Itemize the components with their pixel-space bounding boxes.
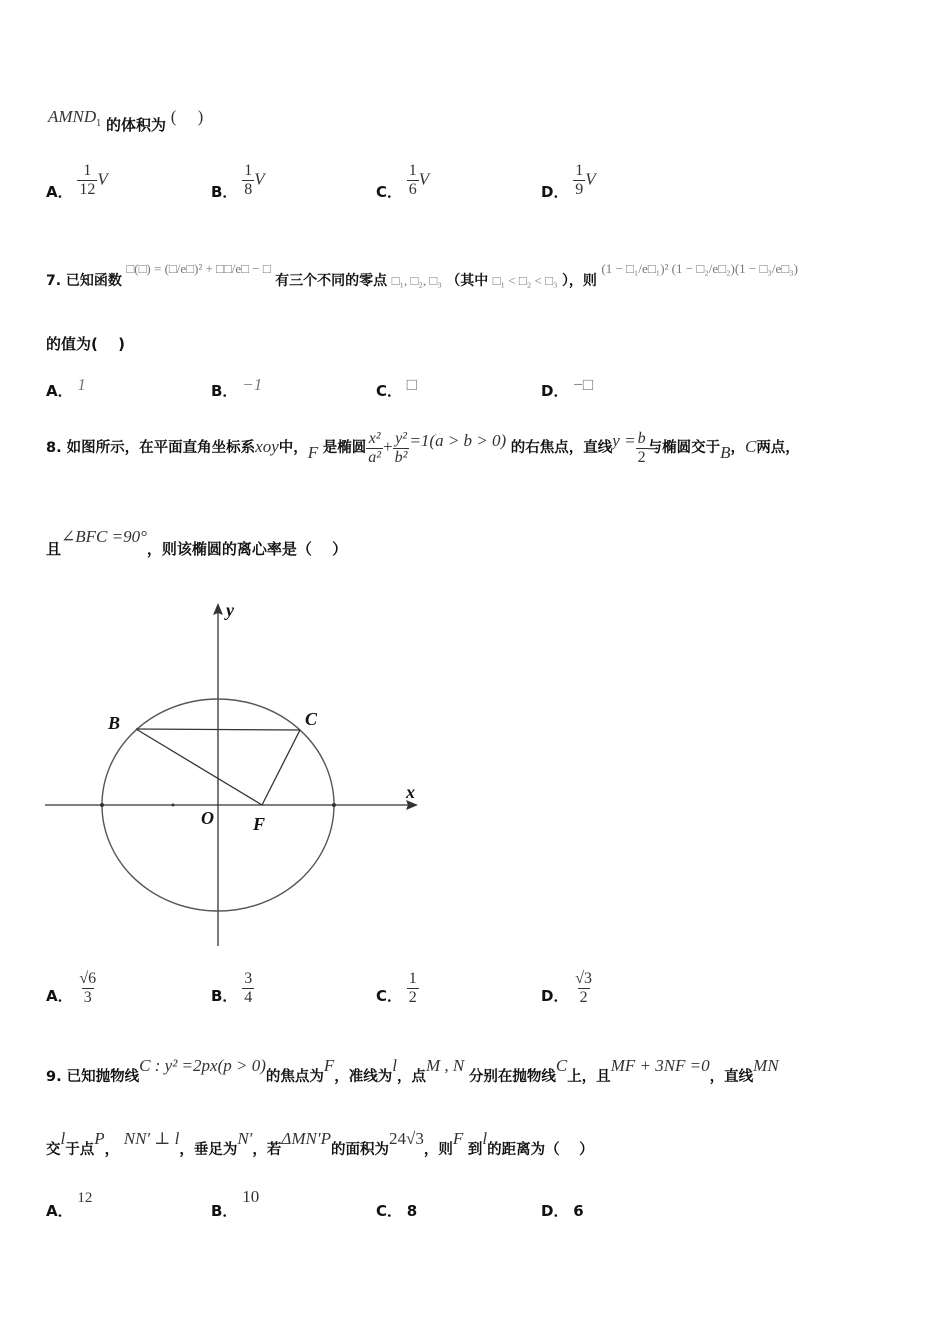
label-b: B <box>108 713 121 733</box>
option-letter: B． <box>211 986 238 1005</box>
q9-text-3: ，准线为 <box>334 1069 393 1085</box>
q6-option-d[interactable] <box>541 162 596 201</box>
segment-bf <box>136 729 262 805</box>
label-x: x <box>406 782 415 802</box>
fraction: $\frac{1}{8}$ <box>244 162 253 198</box>
q6-paren: ( ) <box>170 107 204 126</box>
option-letter: B． <box>211 182 238 201</box>
q6-stem <box>48 102 204 134</box>
chord-bc <box>136 729 300 730</box>
q8-text-4: 的右焦点，直线 <box>510 440 613 457</box>
option-letter: C． <box>376 182 403 201</box>
option-value: 8 <box>406 1202 418 1220</box>
q6-option-b[interactable] <box>211 162 265 201</box>
q7-function: □(□) = (□/e□)² + □□/e□ − □ <box>126 261 271 276</box>
q8-frac-x: $\frac{\text{x²}}{\text{a²}}$ <box>368 430 382 466</box>
q7-stem <box>46 258 798 289</box>
vertex-right-dot <box>332 803 336 807</box>
q9-text-2: 的焦点为 <box>265 1069 324 1085</box>
option-letter: C． <box>376 382 403 400</box>
q8-text-7: 且 <box>46 540 62 558</box>
label-f: F <box>253 814 266 834</box>
option-letter: A． <box>46 382 73 400</box>
segment-cf <box>262 730 300 805</box>
q8-stem-line2 <box>46 526 348 558</box>
vertex-left-dot <box>100 803 104 807</box>
q9-option-d[interactable] <box>541 1200 584 1221</box>
fraction: $\frac{1}{12}$ <box>79 162 96 198</box>
q8-option-d[interactable] <box>541 970 594 1006</box>
q8-angle: ∠BFC =90° <box>61 527 147 546</box>
q9-text-6: 上，且 <box>567 1069 611 1085</box>
label-o: O <box>201 808 214 828</box>
q8-text-3: 是椭圆 <box>322 440 367 457</box>
option-letter: C． <box>376 986 403 1005</box>
q8-option-c[interactable] <box>376 970 419 1006</box>
variable: V <box>97 169 108 189</box>
q9-directrix: l <box>392 1056 397 1075</box>
fraction: $\frac{1}{6}$ <box>408 162 417 198</box>
q7-condition: □₁ < □₂ < □₃ <box>492 273 558 288</box>
variable: V <box>418 169 430 189</box>
q7-cond-prefix: （其中 <box>446 273 489 289</box>
q9-directrix-3: l <box>482 1129 488 1148</box>
q8-option-a[interactable] <box>46 970 98 1006</box>
q7-option-d[interactable] <box>541 374 594 400</box>
q9-stem-line2 <box>46 1128 594 1158</box>
q9-text-12: ，若 <box>252 1142 282 1158</box>
q6-solid: AMND <box>48 107 97 126</box>
option-letter: A． <box>46 1202 73 1220</box>
fraction: $\frac{√6}{3}$ <box>79 970 97 1006</box>
q9-text-13: 的面积为 <box>331 1142 389 1158</box>
option-letter: D． <box>541 986 569 1005</box>
fraction: $\frac{3}{4}$ <box>244 970 253 1006</box>
q7-prefix: 7. 已知函数 <box>46 273 122 289</box>
variable: V <box>254 169 265 189</box>
option-value: −1 <box>242 375 263 394</box>
q6-solid-sub: 1 <box>96 118 102 129</box>
q9-curve: C <box>555 1056 568 1075</box>
q7-cond-suffix: ），则 <box>561 273 597 289</box>
label-y: y <box>226 600 234 620</box>
q9-text-14: ，则 <box>423 1142 453 1158</box>
q9-vector-eq: MF + 3NF =0 <box>610 1056 710 1075</box>
q9-text-16: 的距离为（ ） <box>487 1142 594 1158</box>
q8-point-b: B <box>720 443 731 463</box>
option-value: 12 <box>77 1190 93 1206</box>
q9-option-b[interactable] <box>211 1186 260 1220</box>
option-letter: D． <box>541 182 569 201</box>
q8-option-b[interactable] <box>211 970 254 1006</box>
q8-figure <box>40 598 430 950</box>
option-value: 6 <box>573 1202 584 1220</box>
q7-expression: (1 − □₁/e□₁)² (1 − □₂/e□₂)(1 − □₃/e□₃) <box>601 261 798 276</box>
option-letter: A． <box>46 986 73 1005</box>
q9-focus-2: F <box>452 1129 464 1148</box>
option-letter: D． <box>541 1202 569 1220</box>
q9-text-4: ，点 <box>396 1069 426 1085</box>
q7-option-b[interactable] <box>211 374 263 400</box>
q8-frac-b2: $\frac{b}{2}$ <box>637 430 646 466</box>
q8-stem <box>46 430 800 466</box>
option-letter: D． <box>541 382 569 400</box>
option-letter: B． <box>211 382 238 400</box>
q9-text-15: 到 <box>467 1142 483 1158</box>
q9-perpendicular: NN′ ⊥ l <box>123 1129 180 1148</box>
q8-text-8: ，则该椭圆的离心率是（ ） <box>146 540 348 558</box>
option-value: 10 <box>242 1187 260 1206</box>
q7-line2: 的值为( ) <box>46 335 125 353</box>
q8-frac-y: $\frac{\text{y²}}{\text{b²}}$ <box>394 430 408 466</box>
q9-option-c[interactable] <box>376 1200 417 1221</box>
label-c: C <box>305 709 318 729</box>
q8-focus-f: F <box>307 443 319 463</box>
q9-parabola: C : y² =2px(p > 0) <box>139 1056 266 1075</box>
q9-line-mn: MN <box>753 1056 779 1075</box>
variable: V <box>585 169 596 189</box>
q8-text-2: 中， <box>278 440 308 457</box>
option-letter: A． <box>46 182 73 201</box>
option-value: 1 <box>77 375 86 394</box>
fraction: $\frac{1}{9}$ <box>575 162 584 198</box>
q8-text-1: 8. 如图所示，在平面直角坐标系 <box>46 440 256 457</box>
q7-option-c[interactable] <box>376 374 418 400</box>
q8-plus: + <box>383 437 393 457</box>
q8-equation: =1(a > b > 0) <box>409 431 507 451</box>
q9-option-a[interactable] <box>46 1186 93 1220</box>
option-value: □ <box>406 375 418 394</box>
q9-area: 24√3 <box>389 1129 424 1148</box>
q8-line-lhs: y = <box>612 431 636 451</box>
q7-option-a[interactable] <box>46 374 86 400</box>
q9-foot: N′ <box>237 1129 253 1148</box>
q6-stem-text: 的体积为 <box>105 116 166 134</box>
q9-text-7: ，直线 <box>709 1069 754 1085</box>
option-letter: C． <box>376 1202 403 1220</box>
q9-text-5: 分别在抛物线 <box>468 1069 556 1085</box>
q9-text-9: 于点 <box>65 1142 95 1158</box>
option-letter: B． <box>211 1202 238 1220</box>
left-focus-dot <box>172 804 175 807</box>
q9-directrix-2: l <box>60 1129 66 1148</box>
fraction: $\frac{1}{2}$ <box>408 970 417 1006</box>
q9-text-1: 9. 已知抛物线 <box>46 1069 140 1085</box>
q9-triangle: ΔMN′P <box>281 1129 331 1148</box>
q9-text-8: 交 <box>46 1142 61 1158</box>
q8-comma: ， <box>730 440 745 457</box>
q7-zeros: □₁, □₂, □₃ <box>391 273 442 288</box>
q9-text-10: ， <box>104 1142 120 1158</box>
q7-mid: 有三个不同的零点 <box>275 273 388 289</box>
q8-coord: xoy <box>255 437 279 457</box>
q9-focus: F <box>323 1056 335 1075</box>
q9-points: M , N <box>425 1056 465 1075</box>
q9-point-p: P <box>94 1129 105 1148</box>
q6-option-c[interactable] <box>376 162 430 201</box>
q9-text-11: ，垂足为 <box>179 1142 238 1158</box>
q9-stem <box>46 1055 779 1085</box>
q6-option-a[interactable] <box>46 162 108 201</box>
q8-text-6: 两点， <box>756 440 800 457</box>
q8-text-5: 与椭圆交于 <box>647 440 721 457</box>
fraction: $\frac{√3}{2}$ <box>575 970 593 1006</box>
option-value: −□ <box>573 375 594 394</box>
q8-point-c: C <box>744 437 757 457</box>
